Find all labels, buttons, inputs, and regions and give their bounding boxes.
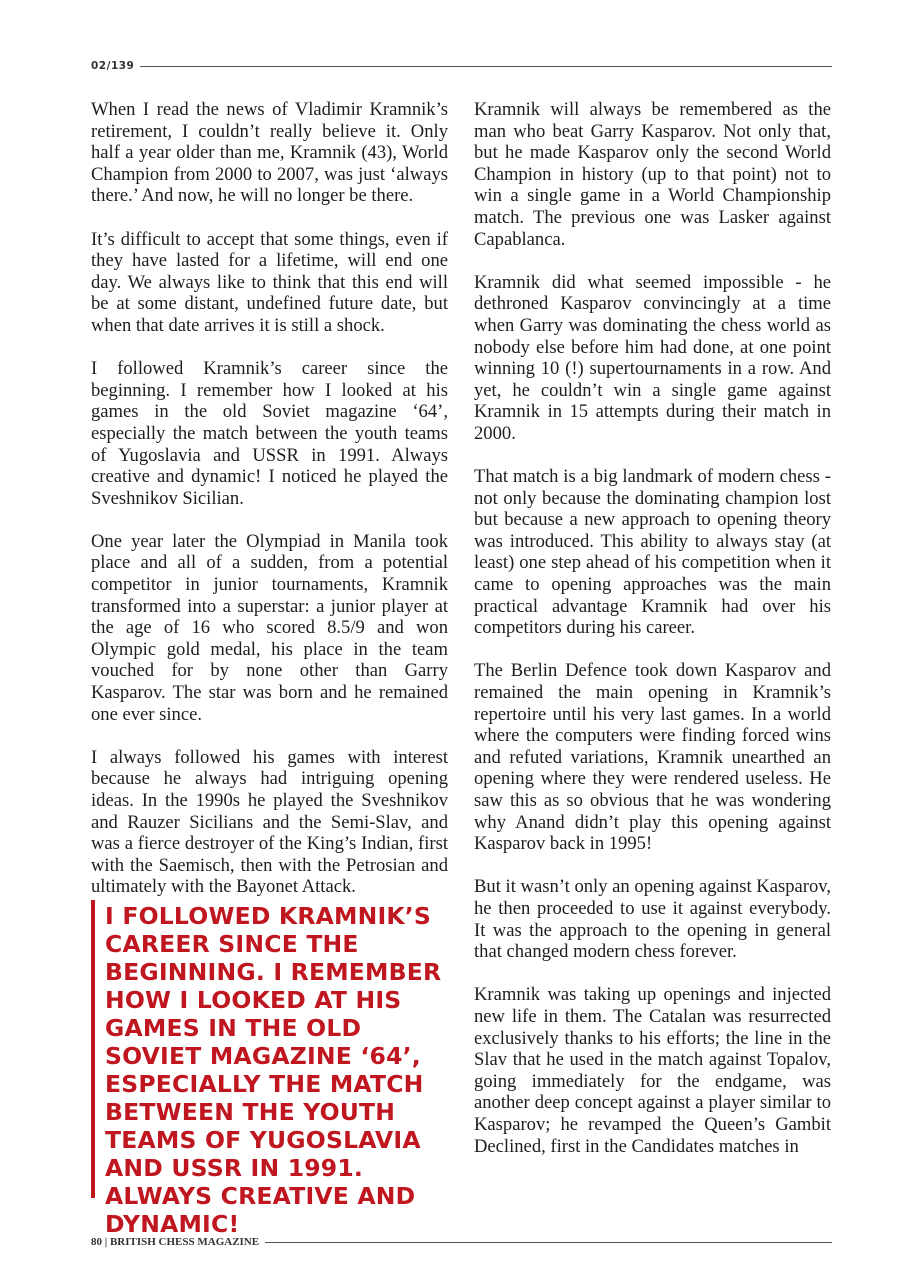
footer-text bbox=[91, 1236, 265, 1248]
footer-rule bbox=[265, 1242, 832, 1243]
paragraph: But it wasn’t only an opening against Kasparov, he then proceeded to use it against everybody. It was the approach to the opening in general that changed modern chess forever. bbox=[474, 876, 831, 963]
paragraph: The Berlin Defence took down Kasparov and remained the main opening in Kramnik’s repertoire until his very last games. In a world where the computers were finding forced wins and refuted variations, Kramnik unearthed an opening where they were rendered useless. He saw this as so obvious that he was wondering why Anand didn’t play this opening against Kasparov back in 1995! bbox=[474, 660, 831, 855]
paragraph: Kramnik was taking up openings and injected new life in them. The Catalan was resurrected exclusively thanks to his efforts; the line in the Slav that he used in the match against Topalov, going immediately for the endgame, was another deep concept against a player similar to Kasparov; he revamped the Queen’s Gambit Declined, first in the Candidates matches in bbox=[474, 984, 831, 1157]
paragraph: Kramnik will always be remembered as the man who beat Garry Kasparov. Not only that, but he made Kasparov only the second World Champion in history (up to that point) not to win a single game in a World Championship match. The previous one was Lasker against Capablanca. bbox=[474, 99, 831, 250]
paragraph: One year later the Olympiad in Manila took place and all of a sudden, from a potential competitor in junior tournaments, Kramnik transformed into a superstar: a junior player at the age of 16 who scored 8.5/9 and won Olympic gold medal, his place in the team vouched for by none other than Garry Kasparov. The star was born and he remained one ever since. bbox=[91, 530, 448, 725]
header-rule bbox=[140, 66, 832, 67]
pull-quote: I FOLLOWED KRAMNIK’S CAREER SINCE THE BEGINNING. I REMEMBER HOW I LOOKED AT HIS GAMES IN THE OLD SOVIET MAGAZINE ‘64’, ESPECIALLY THE MATCH BETWEEN THE YOUTH TEAMS OF YUGOSLAVIA AND USSR IN 1991. ALWAYS CREATIVE AND DYNAMIC! bbox=[91, 900, 448, 1198]
paragraph: When I read the news of Vladimir Kramnik’s retirement, I couldn’t really believe it. Only half a year older than me, Kramnik (43), World Champion from 2000 to 2007, was just ‘always there.’ And now, he will no longer be there. bbox=[91, 99, 448, 207]
page-header bbox=[91, 58, 832, 74]
paragraph: I followed Kramnik’s career since the beginning. I remember how I looked at his games in the old Soviet magazine ‘64’, especially the match between the youth teams of Yugoslavia and USSR in 1991. Always creative and dynamic! I noticed he played the Sveshnikov Sicilian. bbox=[91, 358, 448, 509]
page-number: 80 bbox=[91, 1236, 102, 1248]
paragraph: Kramnik did what seemed impossible - he dethroned Kasparov convincingly at a time when Garry was dominating the chess world as nobody else before him had done, at one point winning 10 (!) supertournaments in a row. And yet, he couldn’t win a single game against Kramnik in 15 attempts during their match in 2000. bbox=[474, 271, 831, 444]
paragraph: I always followed his games with interest because he always had intriguing opening ideas. In the 1990s he played the Sveshnikov and Rauzer Sicilians and the Semi-Slav, and was a fierce destroyer of the King’s Indian, first with the Saemisch, then with the Petrosian and ultimately with the Bayonet Attack. bbox=[91, 746, 448, 898]
footer-separator: | bbox=[102, 1236, 110, 1248]
publication-name: BRITISH CHESS MAGAZINE bbox=[109, 1236, 260, 1248]
page-reference: 02/139 bbox=[91, 60, 135, 72]
right-column bbox=[474, 99, 831, 1157]
paragraph: It’s difficult to accept that some things, even if they have lasted for a lifetime, will end one day. We always like to think that this end will be at some distant, undefined future date, but when that date arrives it is still a shock. bbox=[91, 228, 448, 336]
left-column bbox=[91, 99, 448, 898]
page-footer bbox=[91, 1234, 832, 1250]
paragraph: That match is a big landmark of modern chess - not only because the dominating champion lost but because a new approach to opening theory was introduced. This ability to always stay (at least) one step ahead of his competition when it came to opening approaches was the main practical advantage Kramnik had over his competitors during his career. bbox=[474, 466, 831, 639]
